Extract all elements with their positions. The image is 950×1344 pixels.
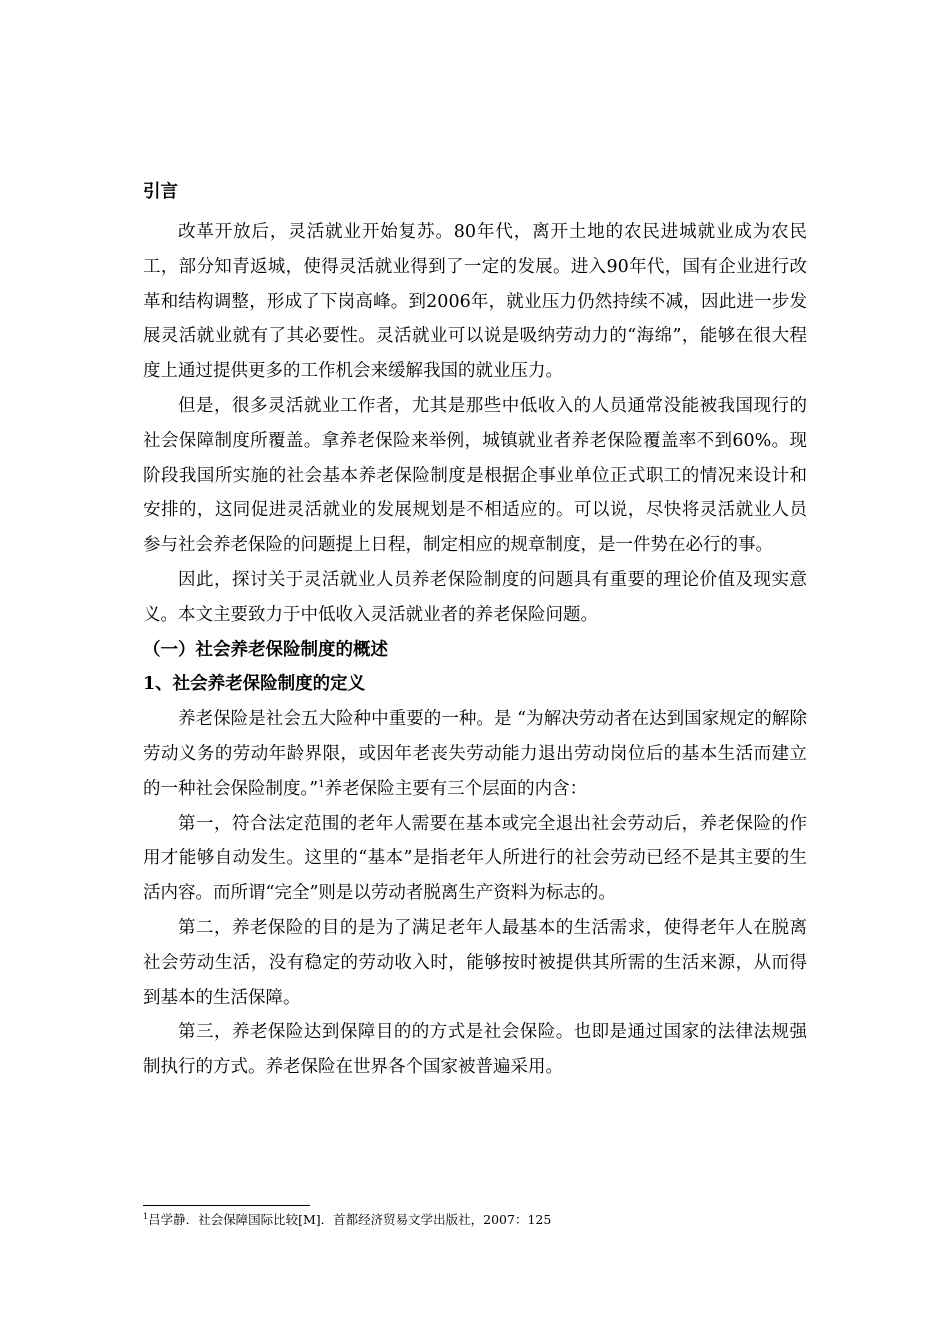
paragraph-intro-1: 改革开放后，灵活就业开始复苏。80年代，离开土地的农民进城就业成为农民工，部分知青返城，使得灵活就业得到了一定的发展。进入90年代，国有企业进行改革和结构调整，形成了下岗高峰。到2006年，就业压力仍然持续不减，因此进一步发展灵活就业就有了其必要性。灵活就业可以说是吸纳劳动力的“海绵”，能够在很大程度上通过提供更多的工作机会来缓解我国的就业压力。 [143, 222, 807, 382]
heading-introduction: 引言 [143, 182, 178, 202]
definition-continuation: 养老保险主要有三个层面的内含： [324, 778, 588, 799]
footnote-separator [143, 1205, 310, 1206]
definition-quote: 养老保险是社会五大险种中重要的一种。是 “为解决劳动者在达到国家规定的解除劳动义务的劳动年龄界限，或因年老丧失劳动能力退出劳动岗位后的基本生活而建立的一种社会保险制度。” [143, 709, 807, 799]
paragraph-intro-3: 因此，探讨关于灵活就业人员养老保险制度的问题具有重要的理论价值及现实意义。本文主要致力于中低收入灵活就业者的养老保险问题。 [143, 569, 807, 625]
subsection-heading: 1、社会养老保险制度的定义 [143, 674, 366, 695]
paragraph-definition [143, 702, 807, 806]
footnote [143, 1212, 551, 1228]
footnote-text: 吕学静．社会保障国际比较[M]．首都经济贸易文学出版社，2007：125 [148, 1212, 552, 1227]
paragraph-point-2: 第二，养老保险的目的是为了满足老年人最基本的生活需求，使得老年人在脱离社会劳动生活，没有稳定的劳动收入时，能够按时被提供其所需的生活来源，从而得到基本的生活保障。 [143, 917, 807, 1008]
paragraph-intro-2: 但是，很多灵活就业工作者，尤其是那些中低收入的人员通常没能被我国现行的社会保障制度所覆盖。拿养老保险来举例，城镇就业者养老保险覆盖率不到60%。现阶段我国所实施的社会基本养老保险制度是根据企事业单位正式职工的情况来设计和安排的，这同促进灵活就业的发展规划是不相适应的。可以说，尽快将灵活就业人员参与社会养老保险的问题提上日程，制定相应的规章制度，是一件势在必行的事。 [143, 395, 807, 556]
footnote-reference[interactable]: 1 [318, 778, 325, 790]
section-heading: （一）社会养老保险制度的概述 [143, 639, 388, 660]
page-body [143, 173, 807, 1085]
footnote-mark: 1 [143, 1211, 149, 1221]
paragraph-point-3: 第三，养老保险达到保障目的的方式是社会保险。也即是通过国家的法律法规强制执行的方式。养老保险在世界各个国家被普遍采用。 [143, 1022, 807, 1078]
paragraph-point-1: 第一，符合法定范围的老年人需要在基本或完全退出社会劳动后，养老保险的作用才能够自动发生。这里的“基本”是指老年人所进行的社会劳动已经不是其主要的生活内容。而所谓“完全”则是以劳动者脱离生产资料为标志的。 [143, 813, 807, 904]
